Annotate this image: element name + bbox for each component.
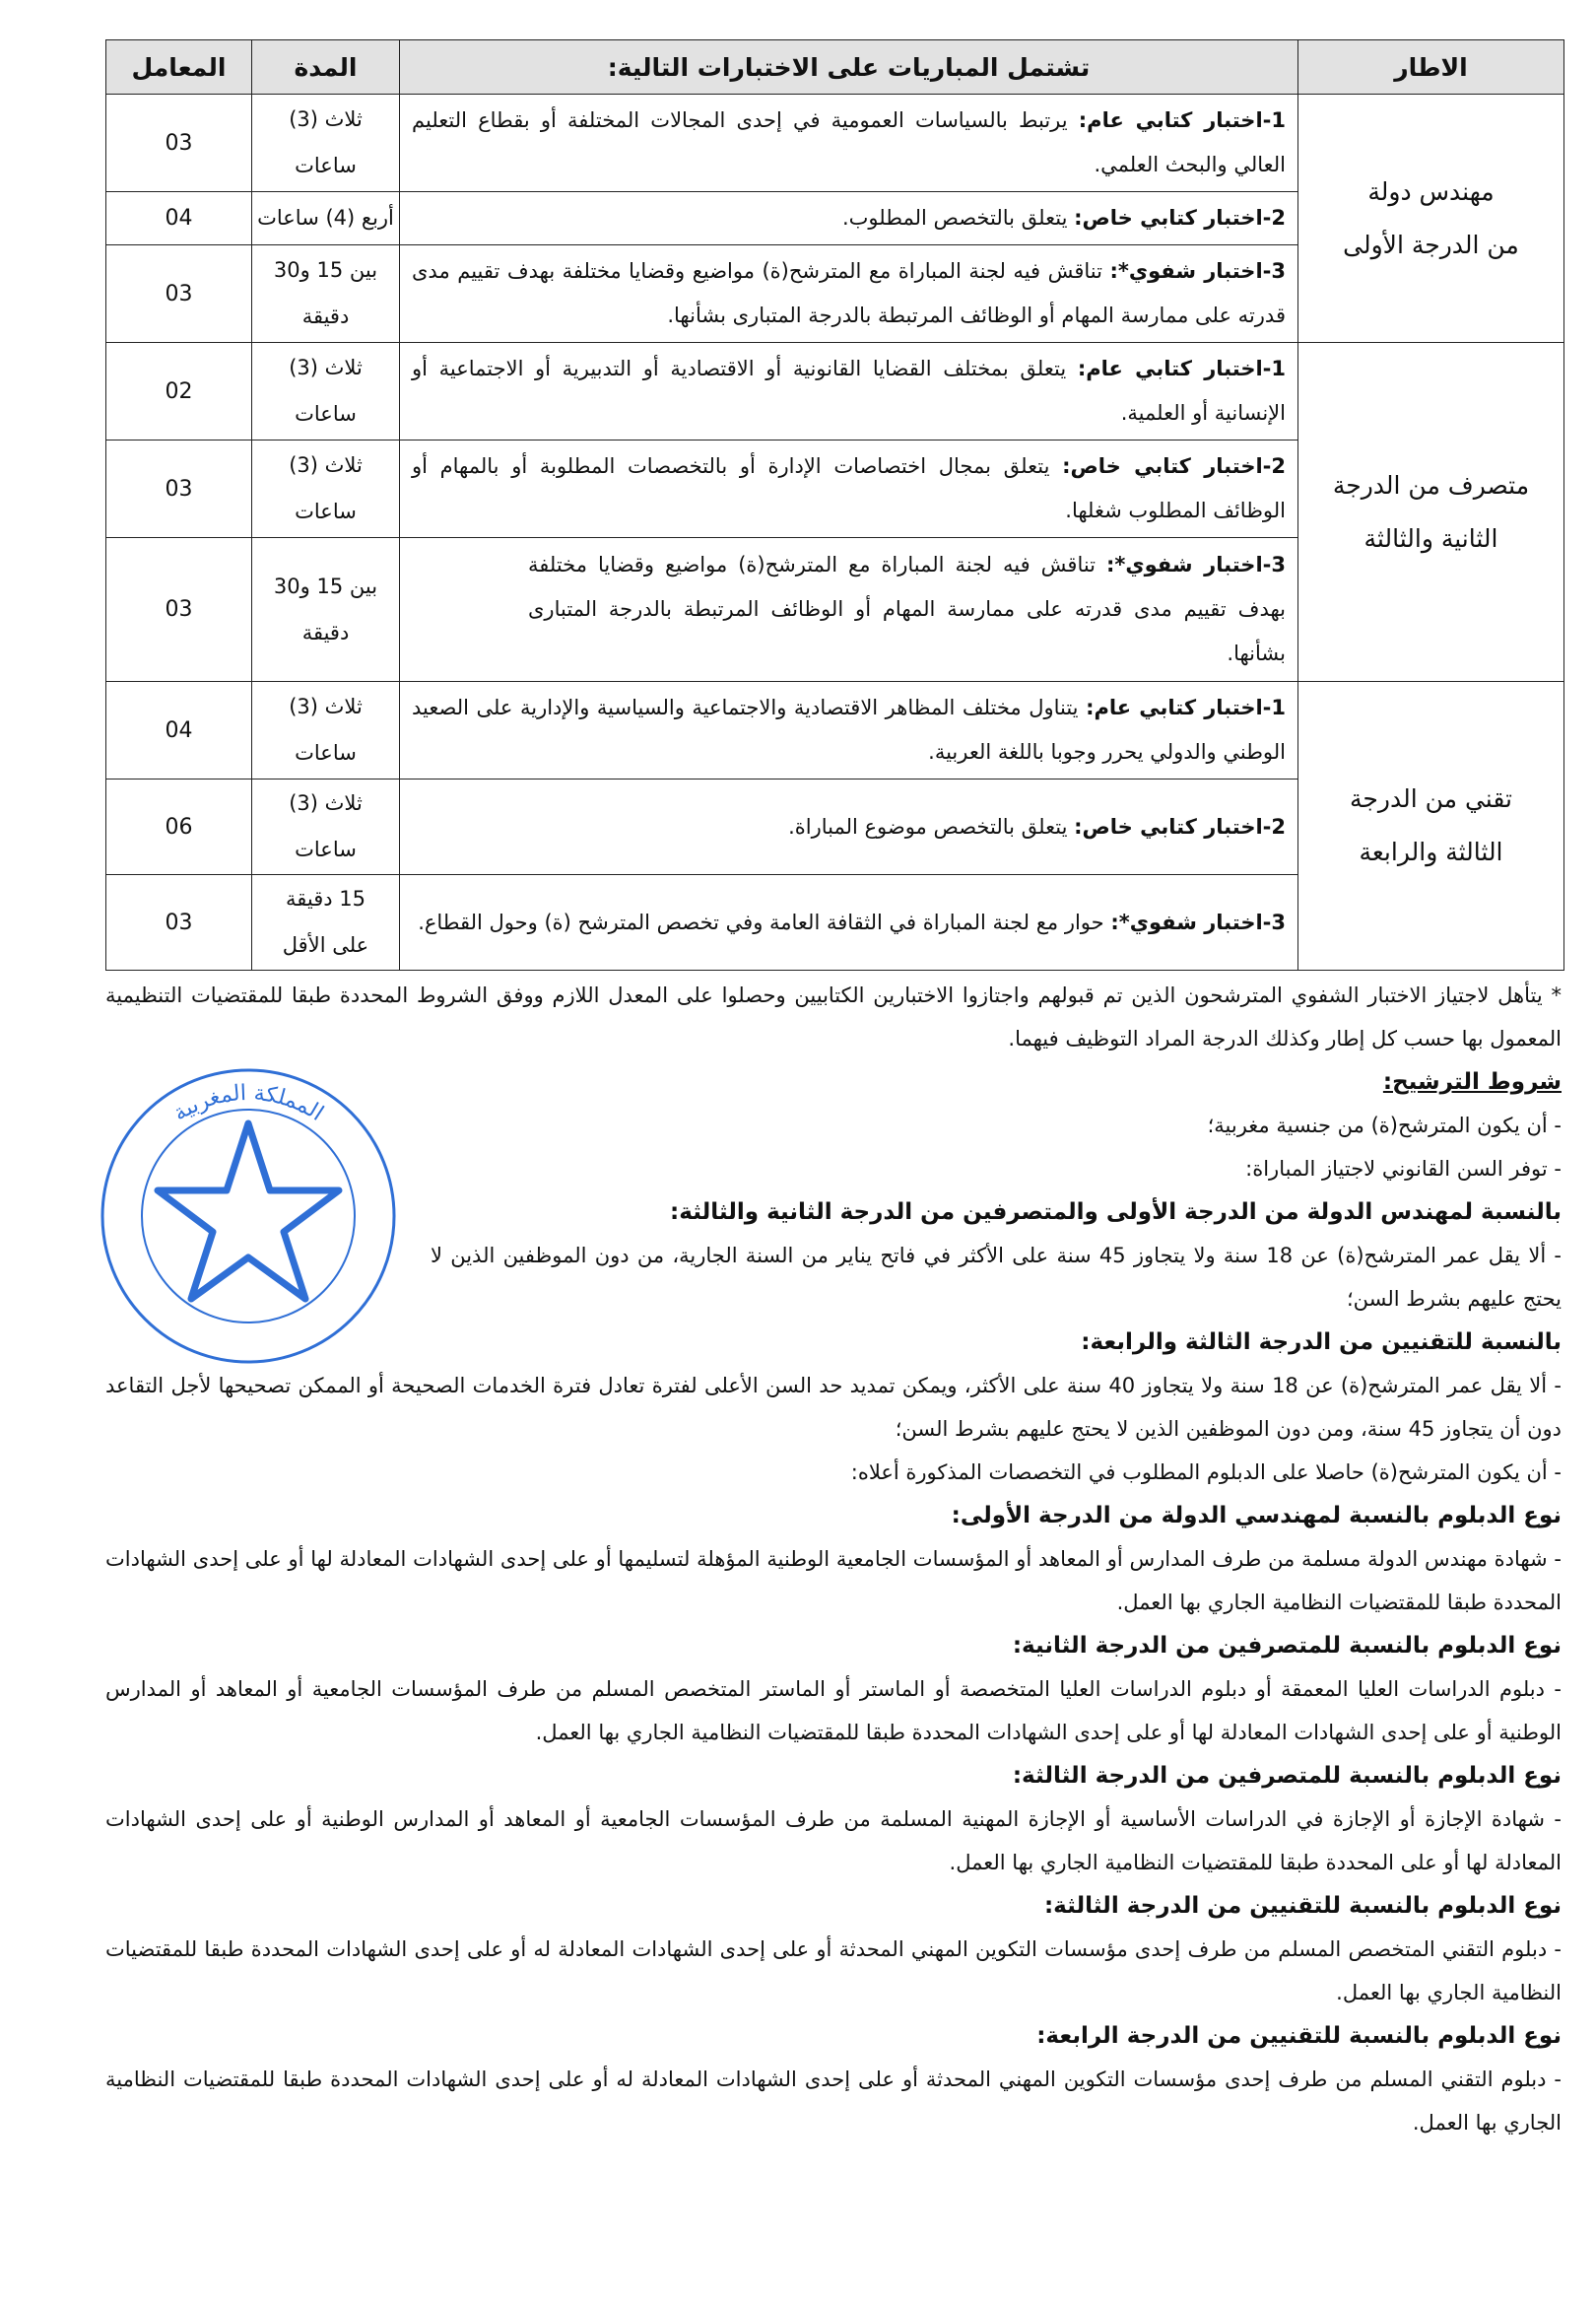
tech-age-heading: بالنسبة للتقنيين من الدرجة الثالثة والرابعة: [1081, 1329, 1562, 1355]
test-title: 1-اختبار كتابي عام: [1078, 108, 1286, 132]
duration-cell [252, 95, 400, 192]
duration-cell [252, 538, 400, 682]
duration-line: ثلاث (3) [289, 356, 363, 379]
cadre-cell [1298, 343, 1564, 682]
cadre-line: الثالثة والرابعة [1359, 838, 1503, 866]
stamp-star-icon [158, 1123, 339, 1299]
test-text: يتعلق بمجال اختصاصات الإدارة أو بالتخصصات المطلوبة أو بالمهام أو الوظائف المطلوب شغلها. [412, 454, 1286, 522]
header-cadre: الاطار [1298, 40, 1564, 95]
stamp-text-top: المملكة المغربية [168, 1080, 328, 1126]
test-text: يرتبط بالسياسات العمومية في إحدى المجالات المختلفة أو بقطاع التعليم العالي والبحث العلمي. [412, 108, 1286, 176]
test-cell [400, 441, 1298, 538]
official-stamp [97, 1064, 400, 1368]
test-cell [400, 343, 1298, 441]
duration-line: 15 دقيقة [285, 887, 366, 911]
duration-cell [252, 875, 400, 971]
duration-cell [252, 343, 400, 441]
cadre-cell [1298, 682, 1564, 971]
cadre-line: مهندس دولة [1367, 176, 1495, 206]
diploma-text: - دبلوم التقني المتخصص المسلم من طرف إحدى مؤسسات التكوين المهني المحدثة أو على إحدى الشهادات المعادلة له أو على إحدى الشهادات المحددة طبقا للمقتضيات النظامية الجاري بها العمل. [105, 1937, 1562, 2004]
coef-cell: 02 [106, 343, 252, 441]
duration-line: ثلاث (3) [289, 695, 363, 718]
duration-cell [252, 682, 400, 780]
coef-cell: 06 [106, 780, 252, 875]
header-coef: المعامل [106, 40, 252, 95]
coef-cell: 03 [106, 245, 252, 343]
header-duration: المدة [252, 40, 400, 95]
diploma-text: - دبلوم التقني المسلم من طرف إحدى مؤسسات التكوين المهني المحدثة أو على إحدى الشهادات المعادلة له أو على إحدى الشهادات المحددة طبقا للمقتضيات النظامية الجاري بها العمل. [105, 2068, 1562, 2135]
duration-line: ثلاث (3) [289, 791, 363, 815]
duration-line: على الأقل [282, 933, 369, 957]
stamp-outer-ring [102, 1070, 394, 1362]
test-cell [400, 95, 1298, 192]
stamp-text [169, 1081, 328, 1126]
table-row [106, 95, 1564, 192]
test-title: 3-اختبار شفوي*: [1110, 910, 1286, 934]
test-text: تناقش فيه لجنة المباراة مع المترشح(ة) مواضيع وقضايا مختلفة بهدف تقييم مدى قدرته على ممارسة المهام أو الوظائف المرتبطة بالدرجة المتبارى بشأنها. [528, 553, 1286, 665]
stamp-inner-ring [142, 1110, 355, 1322]
age-condition-intro: - توفر السن القانوني لاجتياز المباراة: [1245, 1157, 1562, 1181]
test-cell [400, 538, 1298, 682]
duration-line: ساعات [295, 154, 357, 177]
oral-footnote: * يتأهل لاجتياز الاختبار الشفوي المترشحون الذين تم قبولهم واجتازوا الاختبارين الكتابيين وحصلوا على المعدل اللازم ووفق الشروط المحددة طبقا للمقتضيات التنظيمية المعمول بها حسب كل إطار وكذلك الدرجة المراد التوظيف فيهما. [105, 983, 1562, 1051]
test-title: 1-اختبار كتابي عام: [1086, 696, 1286, 719]
coef-cell: 03 [106, 441, 252, 538]
diploma-heading: نوع الدبلوم بالنسبة للتقنيين من الدرجة الرابعة: [1036, 2023, 1562, 2049]
diploma-heading: نوع الدبلوم بالنسبة لمهندسي الدولة من الدرجة الأولى: [951, 1503, 1562, 1528]
duration-line: ساعات [295, 838, 357, 861]
diploma-text: - شهادة الإجازة أو الإجازة في الدراسات الأساسية أو الإجازة المهنية المسلمة من طرف المؤسسات الجامعية أو المعاهد أو المدارس الوطنية أو على إحدى الشهادات المعادلة لها أو على المحددة طبقا للمقتضيات النظامية الجاري بها العمل. [105, 1807, 1562, 1874]
coef-cell: 04 [106, 192, 252, 245]
duration-line: بين 15 و30 [273, 258, 378, 282]
table-row [106, 682, 1564, 780]
test-cell [400, 682, 1298, 780]
test-cell [400, 875, 1298, 971]
cadre-line: متصرف من الدرجة [1332, 470, 1530, 500]
test-text: يتعلق بالتخصص موضوع المباراة. [788, 814, 1068, 839]
duration-line: أربع (4) ساعات [257, 206, 394, 230]
duration-cell [252, 245, 400, 343]
test-cell [400, 780, 1298, 875]
diploma-heading: نوع الدبلوم بالنسبة للتقنيين من الدرجة الثالثة: [1043, 1893, 1562, 1919]
duration-line: ساعات [295, 500, 357, 523]
exams-table [105, 39, 1564, 971]
table-header-row [106, 40, 1564, 95]
duration-cell [252, 441, 400, 538]
test-text: يتعلق بالتخصص المطلوب. [841, 206, 1068, 230]
duration-line: ثلاث (3) [289, 453, 363, 477]
test-text: حوار مع لجنة المباراة في الثقافة العامة وفي تخصص المترشح (ة) وحول القطاع. [418, 910, 1104, 934]
test-title: 1-اختبار كتابي عام: [1077, 357, 1286, 380]
duration-cell [252, 192, 400, 245]
coef-cell: 03 [106, 95, 252, 192]
cadre-line: الثانية والثالثة [1363, 523, 1498, 553]
test-title: 2-اختبار كتابي خاص: [1062, 454, 1287, 478]
test-title: 3-اختبار شفوي*: [1109, 259, 1286, 283]
diploma-heading: نوع الدبلوم بالنسبة للمتصرفين من الدرجة الثالثة: [1012, 1763, 1562, 1789]
coef-cell: 04 [106, 682, 252, 780]
diploma-text: - دبلوم الدراسات العليا المعمقة أو دبلوم الدراسات العليا المتخصصة أو الماستر أو الماستر المتخصص المسلم من طرف المؤسسات الجامعية أو المعاهد أو المدارس الوطنية أو على إحدى الشهادات المعادلة لها أو على إحدى الشهادات المحددة طبقا للمقتضيات النظامية الجاري بها العمل. [105, 1677, 1562, 1744]
duration-cell [252, 780, 400, 875]
test-title: 2-اختبار كتابي خاص: [1074, 814, 1286, 839]
diploma-text: - شهادة مهندس الدولة مسلمة من طرف المدارس أو المعاهد أو المؤسسات الجامعية الوطنية المؤهلة لتسليمها أو على إحدى الشهادات المعادلة لها أو على إحدى الشهادات المحددة طبقا للمقتضيات النظامية الجاري بها العمل. [105, 1547, 1562, 1614]
duration-line: ثلاث (3) [289, 107, 363, 131]
test-text: تناقش فيه لجنة المباراة مع المترشح(ة) مواضيع وقضايا مختلفة بهدف تقييم مدى قدرته على ممارسة المهام أو الوظائف المرتبطة بالدرجة المتبارى بشأنها. [412, 259, 1286, 327]
nationality-condition: - أن يكون المترشح(ة) من جنسية مغربية؛ [1207, 1114, 1562, 1137]
test-text: يتناول مختلف المظاهر الاقتصادية والاجتماعية والسياسية والإدارية على الصعيد الوطني والدولي يحرر وجوبا باللغة العربية. [412, 696, 1286, 764]
diploma-heading: نوع الدبلوم بالنسبة للمتصرفين من الدرجة الثانية: [1012, 1633, 1562, 1659]
cadre-cell [1298, 95, 1564, 343]
header-tests: تشتمل المباريات على الاختبارات التالية: [400, 40, 1298, 95]
cadre-line: من الدرجة الأولى [1343, 230, 1519, 259]
diploma-condition-intro: - أن يكون المترشح(ة) حاصلا على الدبلوم المطلوب في التخصصات المذكورة أعلاه: [850, 1460, 1562, 1484]
test-title: 2-اختبار كتابي خاص: [1074, 206, 1286, 230]
duration-line: دقيقة [301, 620, 350, 644]
duration-line: دقيقة [301, 305, 350, 328]
table-row [106, 343, 1564, 441]
test-cell [400, 192, 1298, 245]
duration-line: بين 15 و30 [273, 574, 378, 598]
coef-cell: 03 [106, 875, 252, 971]
eng-admin-age-text: - ألا يقل عمر المترشح(ة) عن 18 سنة ولا يتجاوز 45 سنة على الأكثر في فاتح يناير من السنة الجارية، من دون الموظفين الذين لا يحتج عليهم بشرط السن؛ [431, 1244, 1562, 1311]
cadre-line: تقني من الدرجة [1350, 784, 1512, 813]
duration-line: ساعات [295, 402, 357, 426]
duration-line: ساعات [295, 741, 357, 765]
conditions-heading: شروط الترشيح: [1382, 1069, 1562, 1095]
eng-admin-age-heading: بالنسبة لمهندس الدولة من الدرجة الأولى والمتصرفين من الدرجة الثانية والثالثة: [670, 1199, 1562, 1225]
coef-cell: 03 [106, 538, 252, 682]
test-cell [400, 245, 1298, 343]
test-text: يتعلق بمختلف القضايا القانونية أو الاقتصادية أو التدبيرية أو الاجتماعية أو الإنسانية أو العلمية. [412, 357, 1286, 425]
tech-age-text: - ألا يقل عمر المترشح(ة) عن 18 سنة ولا يتجاوز 40 سنة على الأكثر، ويمكن تمديد حد السن الأعلى لفترة تعادل فترة الخدمات الصحيحة أو الممكن تصحيحها لأجل التقاعد دون أن يتجاوز 45 سنة، ومن دون الموظفين الذين لا يحتج عليهم بشرط السن؛ [105, 1374, 1562, 1441]
test-title: 3-اختبار شفوي*: [1106, 553, 1286, 576]
